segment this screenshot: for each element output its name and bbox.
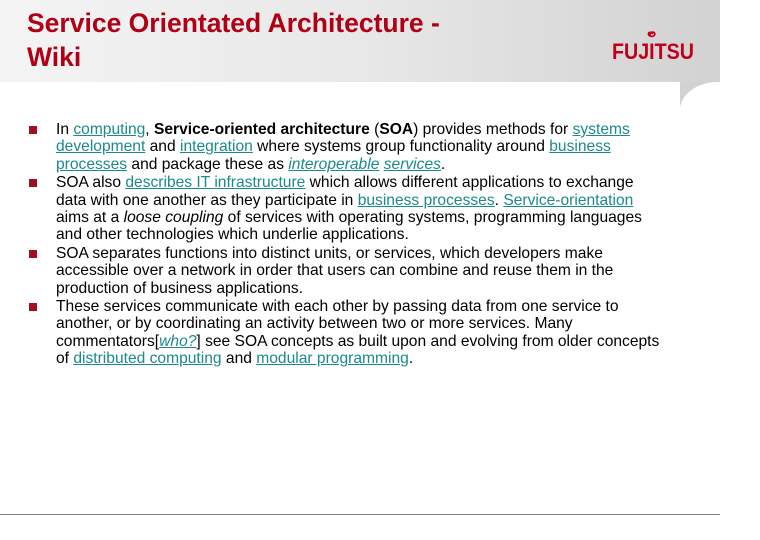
text-segment: ( bbox=[369, 121, 380, 138]
hyperlink[interactable]: business processes bbox=[357, 191, 495, 209]
text-segment: and package these as bbox=[127, 155, 289, 173]
header-curve bbox=[680, 82, 720, 106]
text-segment: SOA separates functions into distinct units, or services, which developers make accessible over a network in order that users can combine and reuse them in the production of business applications. bbox=[56, 244, 614, 297]
square-bullet-icon bbox=[29, 179, 37, 187]
text-segment: These services communicate with each other by passing data from one service to another, or by coordinating an activity between two or more services. Many commentators[ bbox=[56, 298, 619, 350]
square-bullet-icon bbox=[29, 303, 37, 311]
hyperlink[interactable]: business processes bbox=[56, 138, 611, 173]
text-segment: In bbox=[56, 121, 74, 138]
bullet-item bbox=[26, 298, 666, 368]
slide-title bbox=[27, 6, 440, 74]
text-segment: , bbox=[145, 121, 154, 138]
square-bullet-icon bbox=[29, 126, 37, 134]
hyperlink[interactable]: services bbox=[383, 155, 441, 173]
square-bullet-icon bbox=[29, 250, 37, 258]
text-segment: aims at a bbox=[56, 209, 124, 227]
text-segment: SOA also bbox=[56, 174, 126, 192]
bullet-item bbox=[26, 245, 666, 297]
text-segment: . bbox=[408, 350, 414, 368]
hyperlink[interactable]: describes IT infrastructure bbox=[125, 174, 306, 192]
hyperlink[interactable]: computing bbox=[73, 121, 146, 138]
title-line-1: Service Orientated Architecture - bbox=[27, 8, 440, 38]
hyperlink[interactable]: systems development bbox=[56, 121, 630, 156]
text-segment: Service-oriented architecture bbox=[153, 121, 370, 138]
bullet-list bbox=[26, 121, 666, 369]
hyperlink[interactable]: distributed computing bbox=[73, 350, 222, 368]
text-segment: which allows different applications to exchange data with one another as they participate in bbox=[56, 174, 634, 209]
fujitsu-logo bbox=[612, 26, 694, 66]
text-segment: ) provides methods for bbox=[413, 121, 573, 138]
text-segment: SOA bbox=[379, 121, 414, 138]
text-segment: and bbox=[221, 350, 257, 368]
text-segment: where systems group functionality around bbox=[252, 138, 550, 156]
footer-divider bbox=[0, 514, 720, 515]
text-segment: . bbox=[494, 191, 504, 209]
hyperlink[interactable]: Service-orientation bbox=[503, 191, 634, 209]
text-segment: . bbox=[440, 155, 446, 173]
bullet-item bbox=[26, 121, 666, 173]
text-segment: loose coupling bbox=[123, 209, 224, 227]
hyperlink[interactable]: modular programming bbox=[256, 350, 409, 368]
text-segment: of services with operating systems, programming languages and other technologies which underlie applications. bbox=[56, 209, 642, 244]
text-segment: ] see SOA concepts as built upon and evolving from older concepts of bbox=[56, 332, 660, 368]
hyperlink[interactable]: integration bbox=[179, 138, 253, 156]
svg-text:FUJITSU: FUJITSU bbox=[612, 39, 694, 64]
hyperlink[interactable]: who? bbox=[159, 332, 197, 350]
bullet-item bbox=[26, 174, 666, 244]
text-segment: and bbox=[145, 138, 180, 156]
title-line-2: Wiki bbox=[27, 42, 82, 72]
hyperlink[interactable]: interoperable bbox=[288, 155, 380, 173]
